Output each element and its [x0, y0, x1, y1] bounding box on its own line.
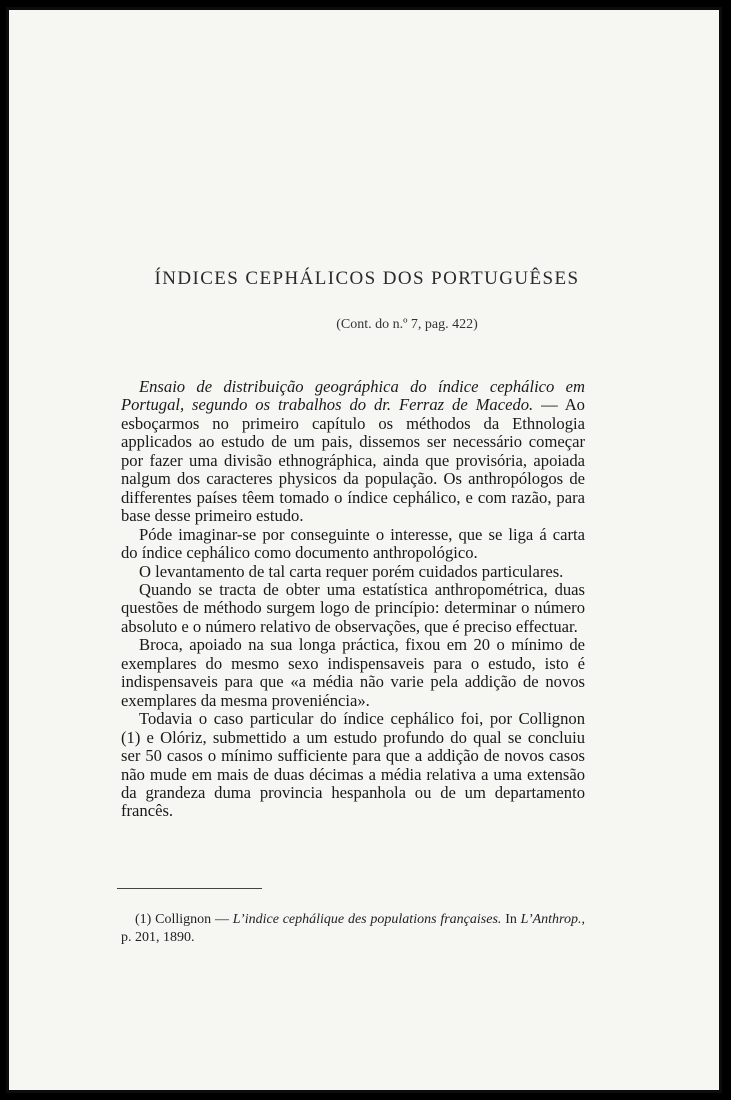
paragraph-5: Broca, apoiado na sua longa práctica, fixou em 20 o mínimo de exemplares do mesmo sexo indispensaveis para o estudo, isto é indispensaveis para que «a média não varie pela addição de novos exemplares da mesma proveniéncia». — [121, 635, 585, 710]
paragraph-1 — [121, 378, 585, 526]
heading-dash: — — [533, 395, 565, 415]
section-heading-italic: Ensaio de distribuição geográphica do índice cephálico em Portugal, segundo os trabalhos do dr. Ferraz de Macedo. — [121, 377, 585, 415]
paragraph-3: O levantamento de tal carta requer porém cuidados particulares. — [139, 561, 564, 581]
footnote — [121, 911, 585, 947]
footnote-divider — [117, 888, 262, 889]
paragraph-1-text: Ao esboçarmos no primeiro capítulo os méthodos da Ethnologia applicados ao estudo de um pais, dissemos ser necessário começar por fazer uma divisão ethnográphica, ainda que provisória, apoiada nalgum dos caracteres physicos da população. Os anthropólogos de differentes países têem tomado o índice cephálico, e com razão, para base desse primeiro estudo. — [121, 395, 585, 526]
footnote-title: L’indice cephálique des populations françaises. — [232, 912, 502, 927]
document-page — [6, 7, 722, 1093]
page-title: ÍNDICES CEPHÁLICOS DOS PORTUGUÊSES — [154, 268, 580, 289]
body-text — [121, 378, 585, 821]
continuation-note: (Cont. do n.º 7, pag. 422) — [336, 317, 478, 332]
footnote-1 — [121, 911, 585, 947]
paragraph-2: Póde imaginar-se por conseguinte o interesse, que se liga á carta do índice cephálico como documento anthropológico. — [121, 524, 585, 563]
footnote-journal: L’Anthrop. — [520, 912, 582, 927]
footnote-in: In — [501, 912, 521, 927]
footnote-rest: , p. 201, 1890. — [121, 912, 585, 945]
footnote-marker: (1) Collignon — — [135, 912, 233, 927]
paragraph-6: Todavia o caso particular do índice cephálico foi, por Collignon (1) e Olóriz, submettido a um estudo profundo do qual se concluiu ser 50 casos o mínimo sufficiente para que a addição de novos casos não mude em mais de duas décimas a média relativa a uma extensão da grandeza duma provincia hespanhola ou de um departamento francês. — [121, 709, 585, 821]
paragraph-4: Quando se tracta de obter uma estatística anthropométrica, duas questões de méthodo surgem logo de princípio: determinar o número absoluto e o número relativo de observações, que é preciso effectuar. — [121, 579, 585, 636]
